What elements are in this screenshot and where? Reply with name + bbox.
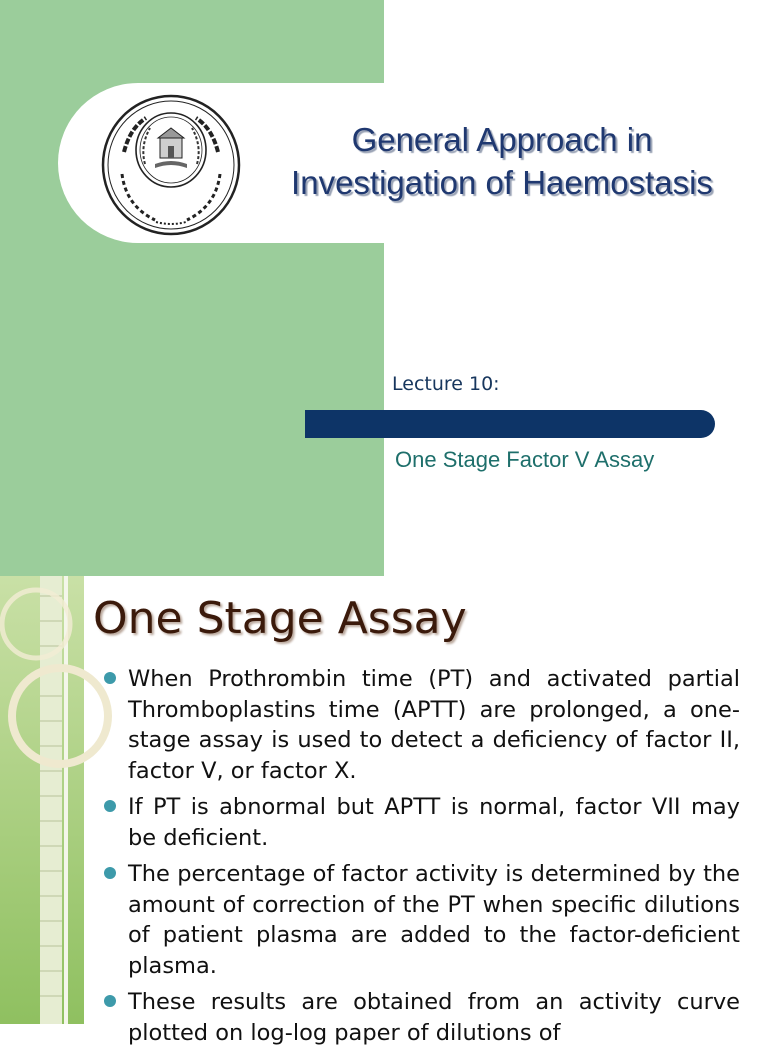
- title-line-1: General Approach in: [351, 121, 653, 158]
- bullet-list: [104, 664, 740, 1054]
- bullet-icon: [104, 672, 116, 684]
- bullet-icon: [104, 995, 116, 1007]
- lecture-label: Lecture 10:: [392, 373, 500, 395]
- bullet-text: When Prothrombin time (PT) and activated partial Thromboplastins time (APTT) are prolonged, a one-stage assay is used to detect a deficiency of factor II, factor V, or factor X.: [128, 666, 740, 784]
- list-item: [104, 792, 740, 853]
- university-seal-icon: [100, 94, 242, 236]
- title-line-2: Investigation of Haemostasis: [291, 164, 713, 201]
- accent-bar: [305, 410, 715, 438]
- bullet-text: The percentage of factor activity is determined by the amount of correction of the PT when specific dilutions of patient plasma are added to the factor-deficient plasma.: [128, 861, 740, 979]
- list-item: [104, 859, 740, 981]
- bullet-text: If PT is abnormal but APTT is normal, factor VII may be deficient.: [128, 794, 740, 851]
- list-item: [104, 987, 740, 1048]
- bullet-icon: [104, 800, 116, 812]
- presentation-title: [252, 118, 752, 204]
- content-slide: [0, 576, 768, 1046]
- bullet-text: These results are obtained from an activity curve plotted on log-log paper of dilutions of: [128, 989, 740, 1046]
- decorative-side-strip: [0, 576, 84, 1024]
- slide-title: One Stage Assay: [93, 593, 467, 644]
- lecture-subtitle: One Stage Factor V Assay: [395, 447, 655, 472]
- bullet-icon: [104, 867, 116, 879]
- list-item: [104, 664, 740, 786]
